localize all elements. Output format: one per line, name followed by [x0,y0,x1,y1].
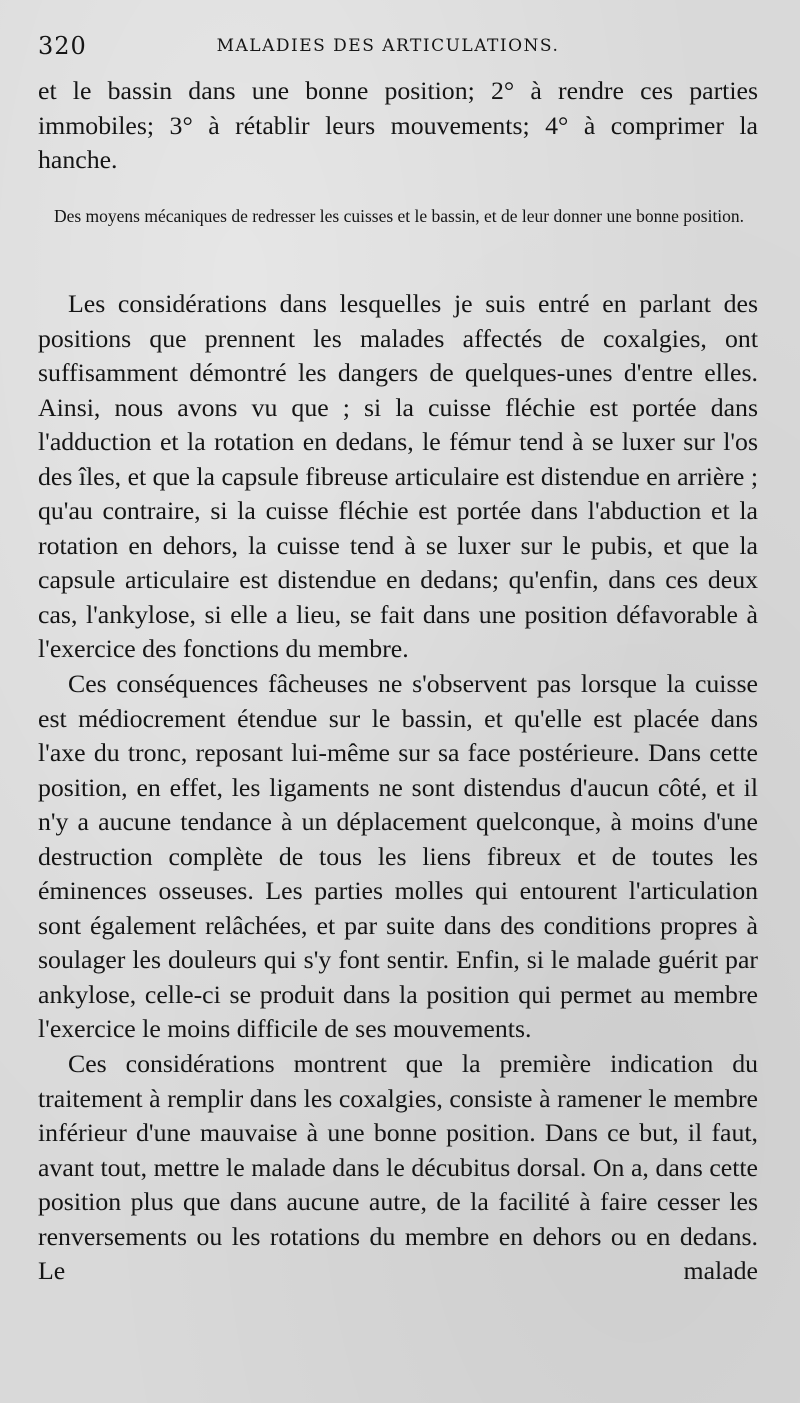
paragraph-3: Ces considérations montrent que la première indication du traitement à remplir dans les coxalgies, consiste à ramener le membre inférieur d'une mauvaise à une bonne position. Dans ce but, il faut, avant tout, mettre le malade dans le décubitus dorsal. On a, dans cette position plus que dans aucune autre, de la facilité à faire cesser les renversements ou les rotations du membre en dehors ou en dedans. Le malade [38,1049,758,1286]
page-header [38,30,768,66]
paragraph-1: Les considérations dans lesquelles je suis entré en parlant des positions que prennent les malades affectés de coxalgies, ont suffisamment démontré les dangers de quelques-unes d'entre elles. Ainsi, nous avons vu que ; si la cuisse fléchie est portée dans l'adduction et la rotation en dedans, le fémur tend à se luxer sur l'os des îles, et que la capsule fibreuse articulaire est distendue en arrière ; qu'au contraire, si la cuisse fléchie est portée dans l'abduction et la rotation en dehors, la cuisse tend à se luxer sur le pubis, et que la capsule articulaire est distendue en dedans; qu'enfin, dans ces deux cas, l'ankylose, si elle a lieu, se fait dans une position défavorable à l'exercice des fonctions du membre. [38,289,758,664]
top-text-block [38,74,758,178]
section-caption: Des moyens mécaniques de redresser les cuisses et le bassin, et de leur donner une bonne position. [53,206,745,226]
page-number: 320 [38,32,87,60]
paragraph-2: Ces conséquences fâcheuses ne s'observent pas lorsque la cuisse est médiocrement étendue sur le bassin, et qu'elle est placée dans l'axe du tronc, reposant lui-même sur sa face postérieure. Dans cette position, en effet, les ligaments ne sont distendus d'aucun côté, et il n'y a aucune tendance à un déplacement quelconque, à moins d'une destruction complète de tous les liens fibreux et de toutes les éminences osseuses. Les parties molles qui entourent l'articulation sont également relâchées, et par suite dans des conditions propres à soulager les douleurs qui s'y font sentir. Enfin, si le malade guérit par ankylose, celle-ci se produit dans la position qui permet au membre l'exercice le moins difficile de ses mouvements. [38,669,758,1044]
top-paragraph: et le bassin dans une bonne position; 2° à rendre ces parties immobiles; 3° à rétablir leurs mouvements; 4° à comprimer la hanche. [38,76,758,175]
main-text-block [38,287,758,1289]
running-title: MALADIES DES ARTICULATIONS. [216,36,560,56]
